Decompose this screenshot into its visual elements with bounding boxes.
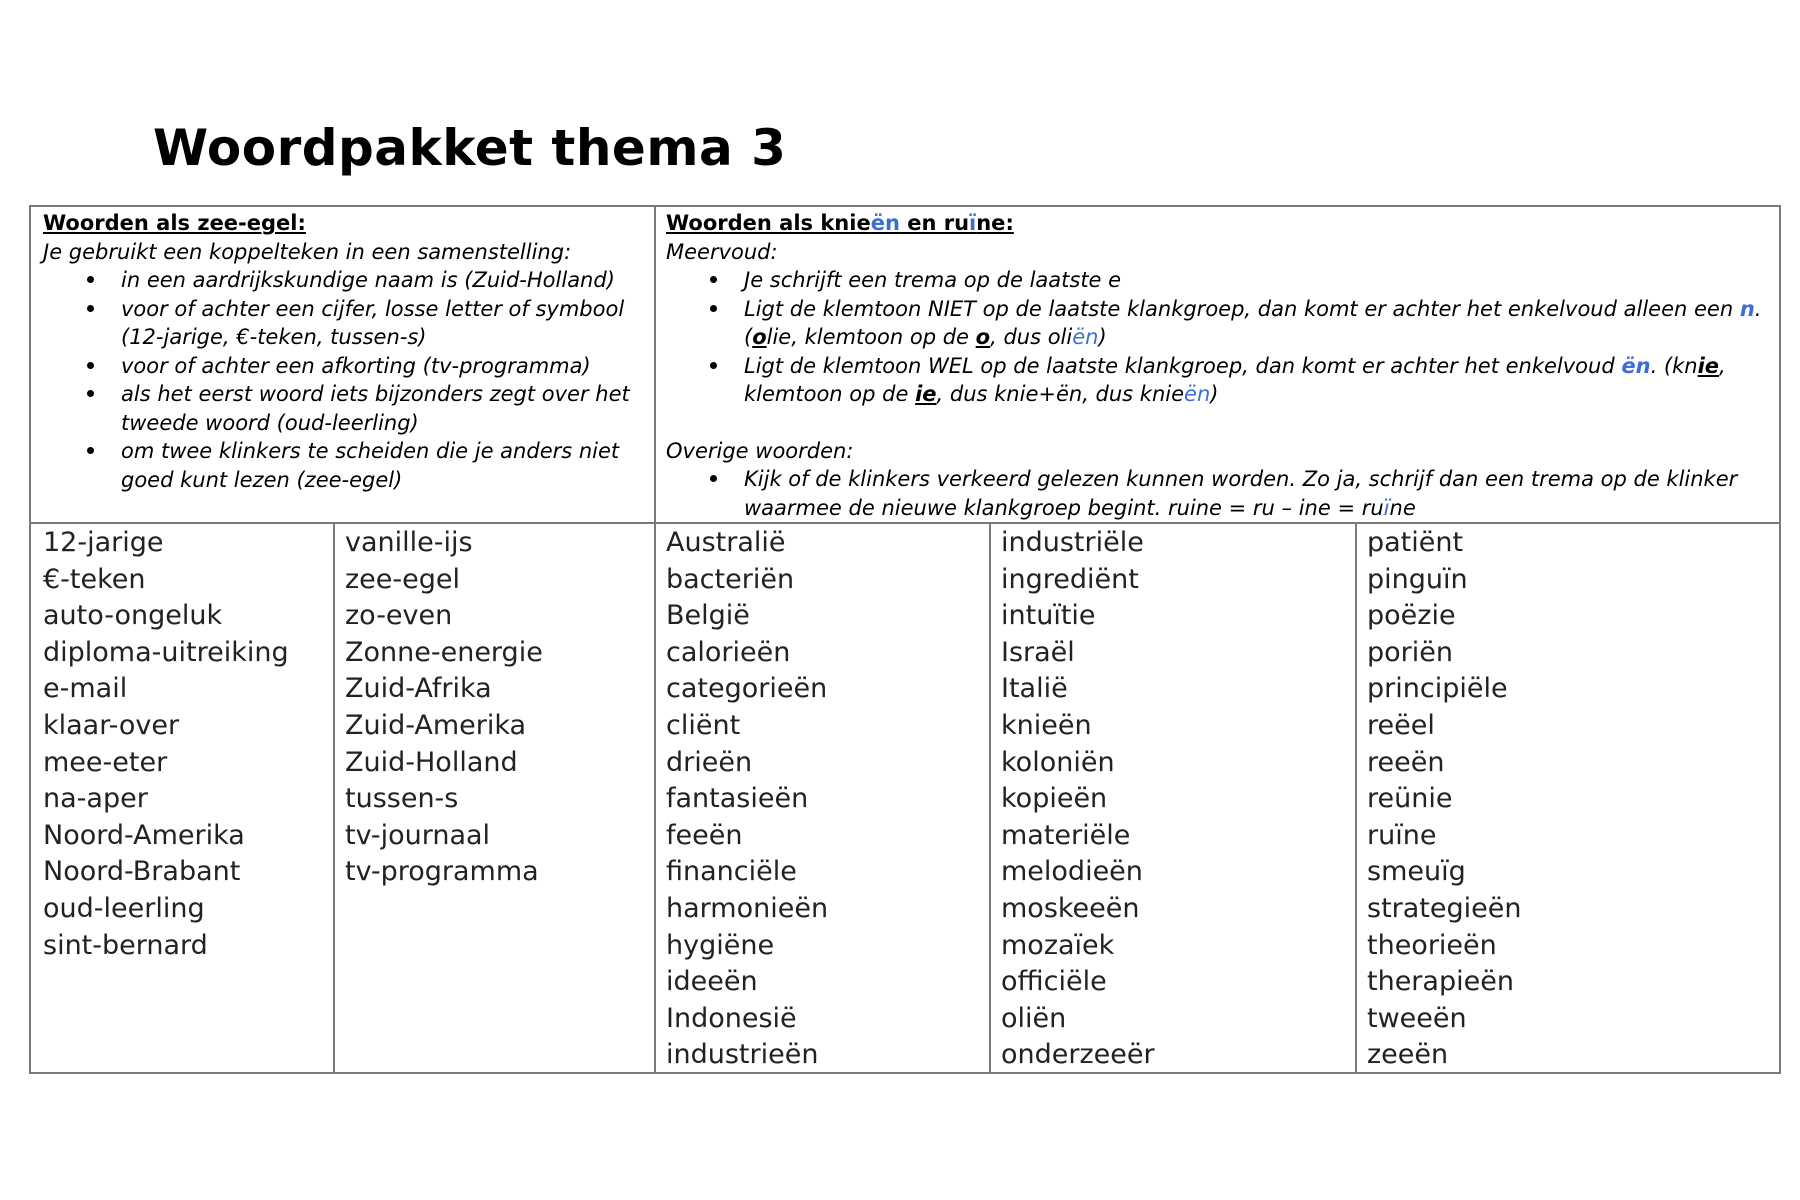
word-list-item: therapieën <box>1367 966 1514 998</box>
rule-text-segment: o <box>752 325 767 349</box>
word-list-item: Australië <box>666 527 786 558</box>
word-list-item: sint-bernard <box>43 929 208 961</box>
word-list-item: onderzeeër <box>1001 1039 1155 1071</box>
rule-text-segment: . ( <box>744 296 1762 349</box>
rule-bullet-text: voor of achter een afkorting (tv-programma) <box>121 353 591 378</box>
word-list-item: industriële <box>1001 527 1144 558</box>
word-list-item: calorieën <box>666 636 791 668</box>
word-list-item: poëzie <box>1367 600 1456 632</box>
word-list-item: categorieën <box>666 673 828 705</box>
rules-heading: Woorden als zee-egel: <box>43 211 306 235</box>
rule-bullet-text: voor of achter een cijfer, losse letter of symbool (12-jarige, €-teken, tussen-s) <box>121 296 625 349</box>
rule-text-segment: ie <box>915 382 937 406</box>
word-list-item: materiële <box>1001 819 1131 851</box>
bullet-dot-icon <box>87 447 94 454</box>
word-list-item: oliën <box>1001 1002 1067 1034</box>
rules-coupling-hyphen <box>43 209 643 494</box>
bullet-dot-icon <box>87 390 94 397</box>
rule-text-segment: Woorden als knie <box>666 211 871 235</box>
word-list-item: tussen-s <box>345 783 459 815</box>
word-list-item: principiële <box>1367 673 1508 705</box>
word-list-item: ingrediënt <box>1001 563 1139 595</box>
word-list-item: Italië <box>1001 673 1068 705</box>
bullet-dot-icon <box>87 305 94 312</box>
bullet-dot-icon <box>710 475 717 482</box>
rule-text-segment: : <box>1005 211 1014 235</box>
page-title: Woordpakket thema 3 <box>153 119 787 177</box>
rule-text-segment: ën <box>1621 353 1651 378</box>
plural-bullet <box>666 352 1771 409</box>
word-list-item: Israël <box>1001 636 1075 668</box>
word-list-item: zo-even <box>345 600 453 632</box>
rule-text-segment: , dus oli <box>990 325 1073 349</box>
rule-text-segment: ën <box>1184 382 1211 406</box>
rule-bullet <box>43 437 643 494</box>
word-list-item: reeën <box>1367 746 1445 778</box>
word-column-3 <box>666 525 828 1074</box>
word-list-item: intuïtie <box>1001 600 1096 632</box>
plural-bullet-list <box>666 266 1771 409</box>
word-list-item: klaar-over <box>43 709 180 741</box>
rule-bullet-text: om twee klinkers te scheiden die je anders niet goed kunt lezen (zee-egel) <box>121 439 620 492</box>
word-list-item: tweeën <box>1367 1002 1467 1034</box>
word-list-item: cliënt <box>666 709 741 741</box>
bullet-dot-icon <box>710 276 717 283</box>
rule-text-segment: , dus knie+ën, dus knie <box>936 382 1185 406</box>
rules-intro: Je gebruikt een koppelteken in een samenstelling: <box>43 239 572 264</box>
other-bullet <box>666 465 1771 522</box>
word-list-item: moskeeën <box>1001 892 1140 924</box>
rule-text-segment: ne <box>976 211 1006 235</box>
word-list-item: €-teken <box>43 563 146 595</box>
other-words-label: Overige woorden: <box>666 438 854 463</box>
word-list-item: harmonieën <box>666 892 829 924</box>
rule-text-segment: ) <box>1210 382 1219 406</box>
rule-text-segment: Kijk of de klinkers verkeerd gelezen kunnen worden. Zo ja, schrijf dan een trema op de klinker waarmee de nieuwe klankgroep begint. ruine = ru – ine = ru <box>744 467 1738 520</box>
word-list-item: tv-journaal <box>345 819 491 851</box>
rules-bullet-list <box>43 266 643 494</box>
rule-text-segment: , klemtoon op de <box>744 353 1726 406</box>
word-list-item: 12-jarige <box>43 527 164 558</box>
table-divider-col-4 <box>989 522 991 1072</box>
rule-text-segment: ën <box>870 211 900 235</box>
rules-trema <box>666 209 1771 522</box>
word-list-item: hygiëne <box>666 929 775 961</box>
word-column-1 <box>43 525 289 964</box>
word-list-item: Zuid-Afrika <box>345 673 492 705</box>
rule-bullet-text: als het eerst woord iets bijzonders zegt over het tweede woord (oud-leerling) <box>121 382 630 435</box>
bullet-dot-icon <box>87 362 94 369</box>
word-list-item: poriën <box>1367 636 1453 668</box>
table-divider-col-5 <box>1355 522 1357 1072</box>
word-table <box>29 205 1781 1074</box>
rule-bullet <box>43 380 643 437</box>
rule-text-segment: lie, klemtoon op de <box>766 325 976 349</box>
rule-text-segment: o <box>975 325 991 349</box>
table-divider-horizontal <box>31 522 1779 524</box>
word-list-item: mee-eter <box>43 746 168 778</box>
word-list-item: kopieën <box>1001 783 1108 815</box>
word-list-item: Noord-Brabant <box>43 856 241 888</box>
word-list-item: zeeën <box>1367 1039 1449 1071</box>
rule-text-segment: n <box>1739 296 1755 321</box>
rule-text-segment: Ligt de klemtoon NIET op de laatste klankgroep, dan komt er achter het enkelvoud alleen een <box>744 296 1740 321</box>
plural-label: Meervoud: <box>666 239 778 264</box>
other-bullet-list <box>666 465 1771 522</box>
table-divider-main <box>654 207 656 1072</box>
word-list-item: vanille-ijs <box>345 527 473 558</box>
rule-text-segment: ën <box>1072 325 1099 349</box>
word-list-item: reëel <box>1367 709 1435 741</box>
word-list-item: België <box>666 600 750 632</box>
word-list-item: Noord-Amerika <box>43 819 245 851</box>
word-list-item: knieën <box>1001 709 1092 741</box>
word-list-item: melodieën <box>1001 856 1143 888</box>
rule-bullet <box>43 295 643 352</box>
word-list-item: patiënt <box>1367 527 1464 558</box>
word-column-2 <box>345 525 543 891</box>
rule-text-segment: en ru <box>899 211 970 235</box>
word-list-item: strategieën <box>1367 892 1522 924</box>
word-list-item: fantasieën <box>666 783 809 815</box>
word-list-item: Zuid-Holland <box>345 746 518 778</box>
word-list-item: mozaïek <box>1001 929 1115 961</box>
word-list-item: Indonesië <box>666 1002 797 1034</box>
bullet-dot-icon <box>710 362 717 369</box>
rule-text-segment: . (kn <box>1650 353 1698 378</box>
rules-heading <box>666 209 1771 238</box>
table-divider-col-2 <box>333 522 335 1072</box>
rule-text-segment: ie <box>1697 353 1720 378</box>
word-list-item: Zuid-Amerika <box>345 709 527 741</box>
rule-bullet-text: in een aardrijkskundige naam is (Zuid-Holland) <box>121 268 615 292</box>
word-list-item: e-mail <box>43 673 128 705</box>
word-list-item: officiële <box>1001 966 1107 998</box>
word-list-item: diploma-uitreiking <box>43 636 289 668</box>
word-list-item: pinguïn <box>1367 563 1468 595</box>
rule-bullet <box>43 352 643 381</box>
word-column-4 <box>1001 525 1155 1074</box>
word-list-item: industrieën <box>666 1039 819 1071</box>
rule-text-segment: Je schrijft een trema op de laatste e <box>744 268 1122 292</box>
word-list-item: auto-ongeluk <box>43 600 223 632</box>
rule-text-segment: ) <box>1098 325 1107 349</box>
bullet-dot-icon <box>710 305 717 312</box>
word-column-5 <box>1367 525 1521 1074</box>
rule-text-segment: ne <box>1389 495 1416 520</box>
word-list-item: reünie <box>1367 783 1453 815</box>
word-list-item: koloniën <box>1001 746 1115 778</box>
word-list-item: na-aper <box>43 783 148 815</box>
word-list-item: oud-leerling <box>43 892 205 924</box>
word-list-item: feeën <box>666 819 743 851</box>
word-list-item: zee-egel <box>345 563 461 595</box>
word-list-item: theorieën <box>1367 929 1497 961</box>
rule-bullet <box>43 266 643 295</box>
word-list-item: bacteriën <box>666 563 795 595</box>
word-list-item: tv-programma <box>345 856 539 888</box>
word-list-item: ruïne <box>1367 819 1437 851</box>
plural-bullet <box>666 266 1771 295</box>
word-list-item: Zonne-energie <box>345 636 543 668</box>
rule-text-segment: ï <box>1383 495 1390 520</box>
rule-text-segment: Ligt de klemtoon WEL op de laatste klankgroep, dan komt er achter het enkelvoud <box>744 353 1622 378</box>
rule-text-segment: ï <box>969 211 977 235</box>
word-list-item: financiële <box>666 856 797 888</box>
bullet-dot-icon <box>87 276 94 283</box>
word-list-item: ideeën <box>666 966 758 998</box>
word-list-item: smeuïg <box>1367 856 1466 888</box>
plural-bullet <box>666 295 1771 352</box>
word-list-item: drieën <box>666 746 753 778</box>
